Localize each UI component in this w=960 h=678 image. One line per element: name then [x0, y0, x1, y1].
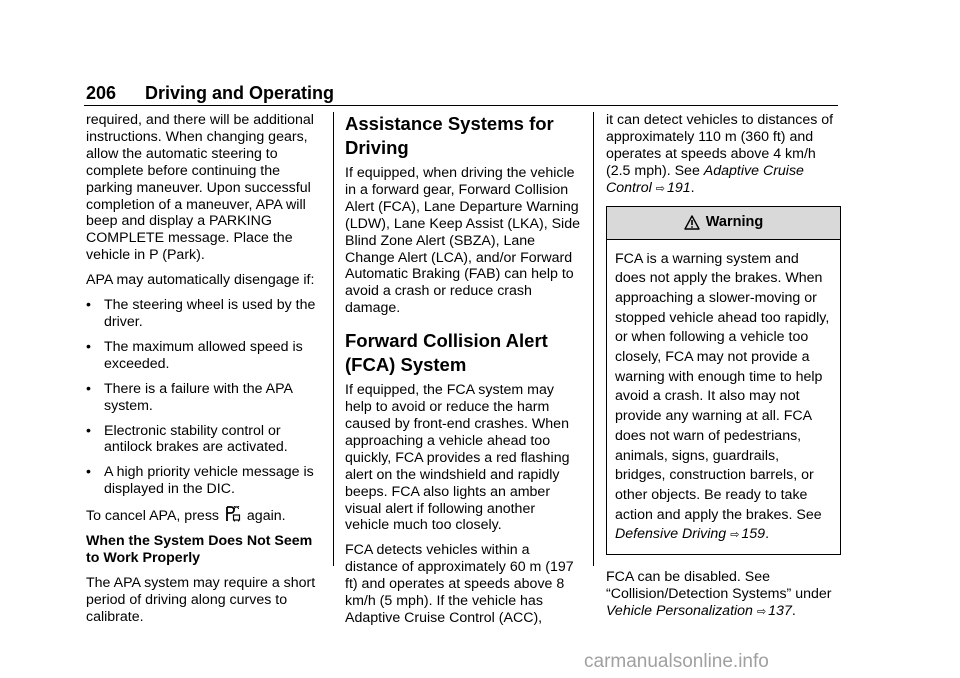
warning-body: FCA is a warning system and does not apply the brakes. When approaching a slower-moving or stopped vehicle ahead too rapidly, or when following a vehicle too closely, FCA may not provide a warning with enough time to help avoid a crash. It also may not provide any warning at all. FCA does not warn of pedestrians, animals, signs, guardrails, bridges, construction barrels, or other objects. Be ready to take action and apply the brakes. See Defensive Driving ⇨ 159. — [615, 250, 830, 543]
park-assist-icon — [225, 506, 241, 522]
assistance-paragraph: If equipped, when driving the vehicle in a forward gear, Forward Collision Alert (FCA), Lane Departure Warning (LDW), Lane Keep Assist (LKA), Side Blind Zone Alert (SBZA), Lane Change Alert (LCA), and/or Forward Automatic Braking (FAB) can help to avoid a crash or reduce crash damage. — [345, 165, 580, 317]
warning-title: Warning — [705, 214, 764, 231]
list-item: • The steering wheel is used by the driver. — [86, 297, 316, 330]
disengage-list — [86, 297, 322, 498]
heading-fca-system: Forward Collision Alert (FCA) System — [345, 330, 548, 376]
cancel-apa-paragraph: To cancel APA, press again. — [86, 506, 322, 525]
page-ref-icon: ⇨ — [655, 182, 665, 195]
page-ref[interactable]: 191 — [666, 179, 691, 196]
calibrate-paragraph: The APA system may require a short period of driving along curves to calibrate. — [86, 574, 316, 625]
page-ref-icon: ⇨ — [756, 605, 767, 618]
list-item: • There is a failure with the APA system. — [86, 380, 293, 414]
watermark: carmanualsonline.info — [584, 651, 769, 672]
column-divider — [593, 112, 594, 566]
page-header — [84, 83, 838, 106]
acc-paragraph: it can detect vehicles to distances of approximately 110 m (360 ft) and operates at speeds above 4 km/h (2.5 mph). See Adaptive Cruise Control ⇨ 191. — [606, 112, 834, 196]
fca-disable-paragraph: FCA can be disabled. See “Collision/Detection Systems” under Vehicle Personalization ⇨ 137. — [606, 569, 832, 619]
fca-detect-paragraph: FCA detects vehicles within a distance of approximately 60 m (197 ft) and operates at speeds above 8 km/h (5 mph). If the vehicle has Adaptive Cruise Control (ACC), — [345, 542, 574, 626]
page-number: 206 — [86, 83, 117, 103]
list-item: • Electronic stability control or antilock brakes are activated. — [86, 422, 288, 456]
warning-box — [606, 206, 841, 556]
defensive-driving-link[interactable]: Defensive Driving — [615, 526, 727, 543]
list-item: • The maximum allowed speed is exceeded. — [86, 338, 303, 372]
page-ref[interactable]: 159 — [741, 526, 766, 543]
apa-disengage-intro: APA may automatically disengage if: — [86, 272, 315, 289]
column-2 — [345, 112, 581, 635]
page-ref-icon: ⇨ — [730, 529, 740, 542]
adaptive-cruise-link[interactable]: Adaptive Cruise Control — [606, 162, 804, 196]
heading-assistance-systems: Assistance Systems for Driving — [345, 113, 554, 158]
page-ref[interactable]: 137 — [768, 602, 792, 619]
column-divider — [333, 112, 334, 566]
column-1 — [86, 112, 322, 634]
vehicle-personalization-link[interactable]: Vehicle Personalization — [606, 602, 753, 619]
list-item: • A high priority vehicle message is displayed in the DIC. — [86, 464, 314, 498]
warning-triangle-icon — [684, 215, 700, 230]
section-title: Driving and Operating — [145, 83, 335, 103]
apa-paragraph: required, and there will be additional instructions. When changing gears, allow the automatic steering to complete before continuing the parking maneuver. Upon successful completion of a maneuver, APA will beep and display a PARKING COMPLETE message. Place the vehicle in P (Park). — [86, 112, 314, 264]
fca-paragraph: If equipped, the FCA system may help to avoid or reduce the harm caused by front-end crashes. When approaching a vehicle ahead too quickly, FCA provides a red flashing alert on the windshield and rapidly beeps. FCA also lights an amber visual alert if following another vehicle much too closely. — [345, 382, 570, 534]
subheading: When the System Does Not Seem to Work Properly — [86, 533, 313, 566]
column-3 — [606, 112, 841, 629]
warning-header — [607, 207, 840, 240]
